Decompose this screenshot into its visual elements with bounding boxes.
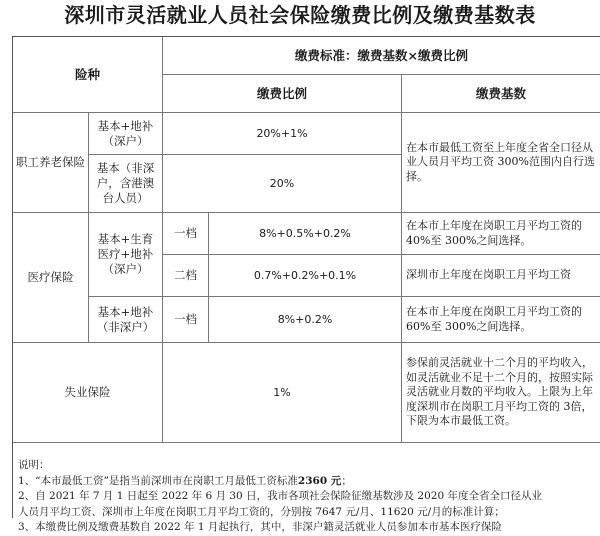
unemployment-name: 失业保险 <box>13 343 163 443</box>
notes <box>18 458 596 536</box>
header-formula: 缴费标准：缴费基数×缴费比例 <box>163 37 600 75</box>
medical-tier-2: 二档 <box>163 255 209 297</box>
unemployment-base: 参保前灵活就业十二个月的平均收入，如灵活就业不足十二个月的，按照实际灵活就业月数的平均收入。上限为上年度深圳市在岗职工月平均工资的 3倍，下限为本市最低工资。 <box>402 343 600 443</box>
medical-category-non-hukou: 基本+地补（非深户） <box>89 297 163 343</box>
header-rate: 缴费比例 <box>163 75 402 113</box>
medical-rate-tier-1: 8%+0.5%+0.2% <box>209 213 402 255</box>
pension-rate-non-hukou: 20% <box>163 155 402 213</box>
medical-base-tier-1: 在本市上年度在岗职工月平均工资的 40%至 300%之间选择。 <box>402 213 600 255</box>
header-base: 缴费基数 <box>402 75 600 113</box>
contribution-table <box>12 36 600 518</box>
medical-rate-tier-2: 0.7%+0.2%+0.1% <box>209 255 402 297</box>
medical-name: 医疗保险 <box>13 213 89 343</box>
notes-line-1-end: ； <box>341 474 352 487</box>
medical-base-tier-2: 深圳市上年度在岗职工月平均工资 <box>402 255 600 297</box>
minimum-wage-value: 2360 元 <box>297 474 342 487</box>
notes-line-3: 人员月平均工资、深圳市上年度在岗职工月平均工资的，分别按 7647 元/月、11620 元/月的标准计算； <box>18 505 505 518</box>
medical-category-hukou: 基本+生育医疗+地补（深户） <box>89 213 163 297</box>
medical-rate-non-hukou: 8%+0.2% <box>209 297 402 343</box>
notes-line-1-text: 1、“本市最低工资”是指当前深圳市在岗职工月最低工资标准 <box>18 474 298 487</box>
unemployment-rate: 1% <box>163 343 402 443</box>
pension-category-hukou: 基本+地补（深户） <box>89 113 163 155</box>
medical-tier-1: 一档 <box>163 213 209 255</box>
medical-tier-1-non-hukou: 一档 <box>163 297 209 343</box>
pension-rate-hukou: 20%+1% <box>163 113 402 155</box>
notes-line-4: 3、本缴费比例及缴费基数自 2022 年 1 月起执行，其中，非深户籍灵活就业人员参加本市基本医疗保险 <box>18 521 502 533</box>
header-insurance-type: 险种 <box>13 37 163 113</box>
pension-name: 职工养老保险 <box>13 113 89 213</box>
page-title: 深圳市灵活就业人员社会保险缴费比例及缴费基数表 <box>64 3 536 27</box>
medical-base-non-hukou: 在本市上年度在岗职工月平均工资的 60%至 300%之间选择。 <box>402 297 600 343</box>
notes-heading: 说明： <box>18 459 50 471</box>
notes-line-1 <box>18 474 596 490</box>
notes-line-2: 2、自 2021 年 7 月 1 日起至 2022 年 6 月 30 日，我市各项社会保险征缴基数涉及 2020 年度全省全口径从业 <box>18 490 542 502</box>
pension-base: 在本市最低工资至上年度全省全口径从业人员月平均工资 300%范围内自行选择。 <box>402 113 600 213</box>
pension-category-non-hukou: 基本（非深户，含港澳台人员） <box>89 155 163 213</box>
